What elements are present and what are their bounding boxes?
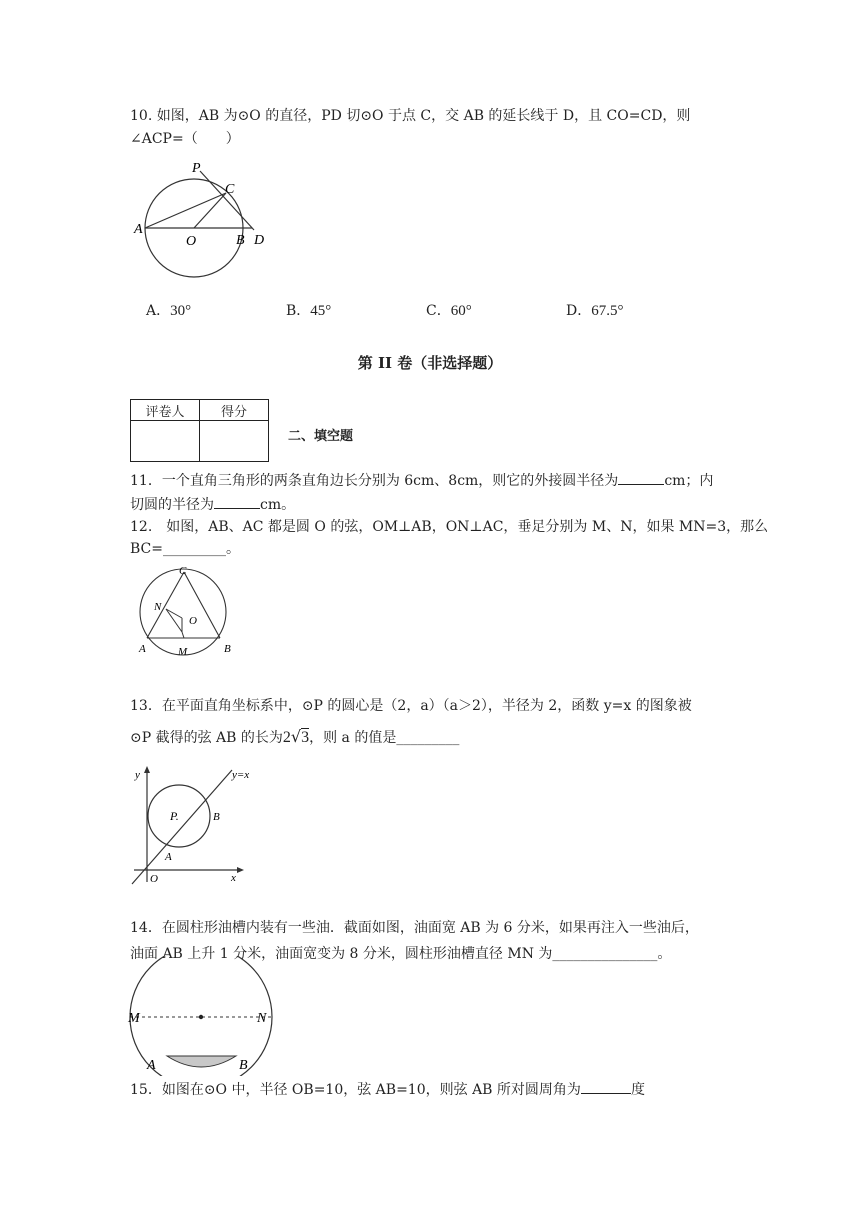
q12-label-a: A — [139, 643, 146, 655]
q11-text-line2: 切圆的半径为 cm。 — [130, 494, 295, 515]
q14-label-a: A — [147, 1058, 156, 1073]
q12-label-n: N — [154, 601, 162, 613]
q14-figure — [126, 956, 276, 1076]
score-table-grader-header: 评卷人 — [131, 400, 200, 421]
q13-label-y-axis: y — [135, 769, 140, 781]
q10-option-d[interactable]: D．67.5° — [566, 303, 624, 319]
q10-option-c[interactable]: C．60° — [426, 303, 472, 319]
q10-text-line1: 10. 如图，AB 为⊙O 的直径，PD 切⊙O 于点 C，交 AB 的延长线于 D，且 CO=CD，则 — [130, 108, 691, 124]
q10-label-b: B — [236, 233, 245, 248]
q13-label-b: B — [213, 811, 220, 823]
q10-label-o: O — [186, 234, 197, 249]
q12-text-line1: 12. 如图，AB、AC 都是圆 O 的弦，OM⊥AB，ON⊥AC，垂足分别为 M、N，如果 MN=3，那么 — [130, 519, 769, 535]
q13-text-line1: 13．在平面直角坐标系中，⊙P 的圆心是（2，a）（a＞2），半径为 2，函数 y=x 的图象被 — [130, 698, 692, 714]
q15-blank[interactable] — [581, 1079, 631, 1094]
q13-label-p: P. — [170, 809, 179, 823]
q14-label-m: M — [128, 1011, 140, 1026]
q11-blank-1[interactable] — [618, 470, 664, 485]
section-heading-fill-blank: 二、填空题 — [288, 429, 354, 444]
q13-label-x-axis: x — [231, 872, 236, 884]
q13-sqrt-sign: √ — [290, 727, 302, 746]
score-table-grader-cell — [131, 421, 200, 462]
q14-label-b: B — [239, 1058, 248, 1073]
part2-title: 第 II 卷（非选择题） — [357, 354, 503, 372]
q10-label-c: C — [225, 182, 235, 197]
q13-label-a: A — [165, 851, 172, 863]
q11-blank-2[interactable] — [214, 494, 260, 509]
q10-text-line2: ∠ACP=（ ） — [130, 131, 240, 147]
q13-sqrt-radicand: 3 — [301, 729, 310, 746]
q10-option-a[interactable]: A．30° — [146, 303, 192, 319]
q12-label-c: C — [179, 565, 187, 577]
q14-label-n: N — [257, 1011, 267, 1026]
q13-sqrt-coefficient: 2 — [282, 729, 291, 746]
q12-label-b: B — [224, 643, 231, 655]
q12-text-line2: BC=_________。 — [130, 541, 240, 557]
q10-label-p: P — [192, 161, 201, 176]
q14-text-line2: 油面 AB 上升 1 分米，油面宽变为 8 分米，圆柱形油槽直径 MN 为_______________。 — [130, 946, 672, 962]
q12-figure — [135, 562, 245, 660]
q13-text-line2: ⊙P 截得的弦 AB 的长为2√3，则 a 的值是_________ — [130, 727, 460, 746]
q15-text-line: 15．如图在⊙O 中，半径 OB=10，弦 AB=10，则弦 AB 所对圆周角为 度 — [130, 1079, 645, 1100]
q13-label-o: O — [150, 873, 158, 885]
score-table-score-header: 得分 — [200, 400, 269, 421]
q14-text-line1: 14．在圆柱形油槽内装有一些油．截面如图，油面宽 AB 为 6 分米，如果再注入一些油后， — [130, 920, 699, 936]
q10-figure — [130, 156, 280, 281]
q10-label-d: D — [254, 233, 265, 248]
q13-label-line: y=x — [232, 769, 250, 781]
q10-option-b[interactable]: B．45° — [286, 303, 332, 319]
q12-label-m: M — [178, 646, 188, 658]
score-table-score-cell — [200, 421, 269, 462]
q13-figure — [128, 762, 258, 892]
score-table — [130, 399, 269, 462]
q12-label-o: O — [189, 615, 197, 627]
q10-label-a: A — [134, 222, 143, 237]
q11-text-line1: 11．一个直角三角形的两条直角边长分别为 6cm、8cm，则它的外接圆半径为 cm；内 — [130, 470, 713, 491]
